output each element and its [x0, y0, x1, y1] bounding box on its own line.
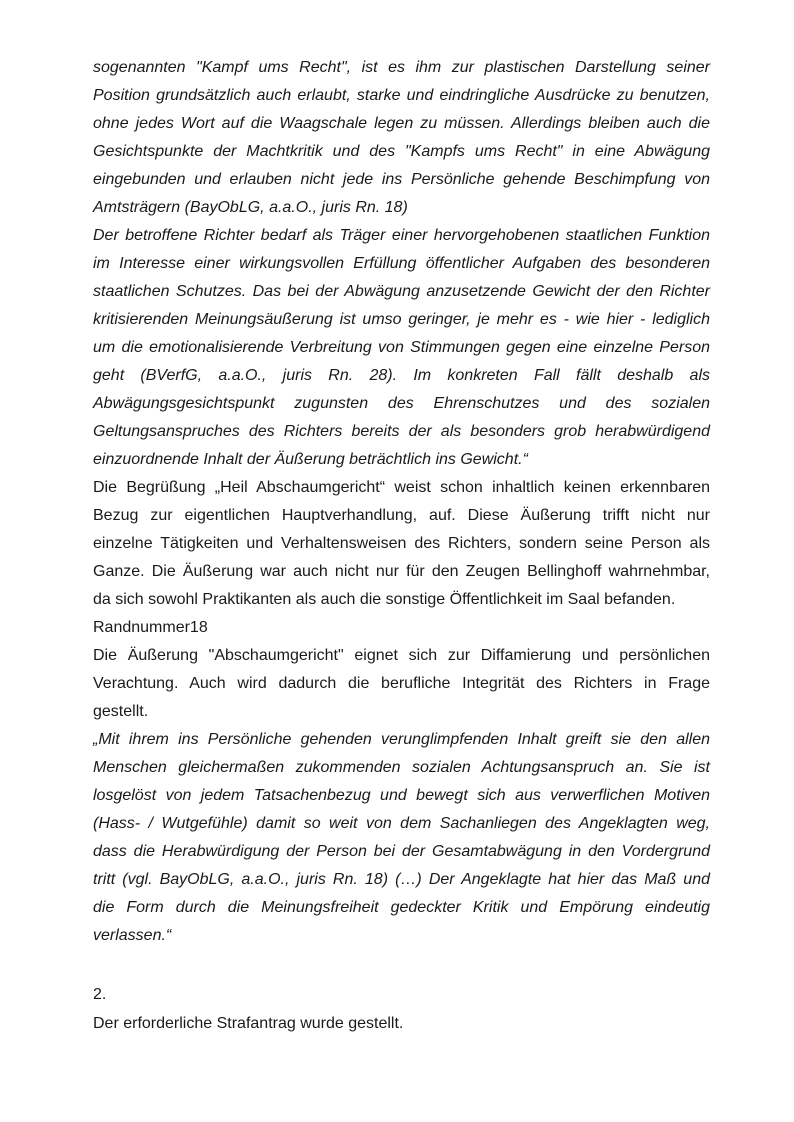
- body-text-line: geht (BVerfG, a.a.O., juris Rn. 28). Im konkreten Fall fällt deshalb als: [93, 367, 710, 384]
- body-text-line: kritisierenden Meinungsäußerung ist umso geringer, je mehr es - wie hier - lediglich: [93, 311, 710, 328]
- body-text-line: im Interesse einer wirkungsvollen Erfüllung öffentlicher Aufgaben des besonderen: [93, 255, 710, 272]
- body-text-line: Die Äußerung "Abschaumgericht" eignet sich zur Diffamierung und persönlichen: [93, 647, 710, 664]
- body-text-line: Abwägungsgesichtspunkt zugunsten des Ehrenschutzes und des sozialen: [93, 395, 710, 412]
- body-text-line: Ganze. Die Äußerung war auch nicht nur für den Zeugen Bellinghoff wahrnehmbar,: [93, 563, 710, 580]
- body-text-line: einzuordnende Inhalt der Äußerung beträchtlich ins Gewicht.“: [93, 451, 528, 468]
- body-text-line: dass die Herabwürdigung der Person bei der Gesamtabwägung in den Vordergrund: [93, 843, 710, 860]
- body-text-line: einzelne Tätigkeiten und Verhaltensweisen des Richters, sondern seine Person als: [93, 535, 710, 552]
- section-number: 2.: [93, 986, 107, 1003]
- body-text-line: Die Begrüßung „Heil Abschaumgericht“ weist schon inhaltlich keinen erkennbaren: [93, 479, 710, 496]
- body-text-line: staatlichen Schutzes. Das bei der Abwägung anzusetzende Gewicht der den Richter: [93, 283, 710, 300]
- body-text-line: Amtsträgern (BayObLG, a.a.O., juris Rn. 18): [93, 199, 408, 216]
- body-text-line: da sich sowohl Praktikanten als auch die sonstige Öffentlichkeit im Saal befanden.: [93, 591, 676, 608]
- body-text-line: eingebunden und erlauben nicht jede ins Persönliche gehende Beschimpfung von: [93, 171, 710, 188]
- body-text-line: ohne jedes Wort auf die Waagschale legen zu müssen. Allerdings bleiben auch die: [93, 115, 710, 132]
- body-text-line: Menschen gleichermaßen zukommenden sozialen Achtungsanspruch an. Sie ist: [93, 759, 710, 776]
- body-text-line: losgelöst von jedem Tatsachenbezug und bewegt sich aus verwerflichen Motiven: [93, 787, 710, 804]
- body-text-line: Position grundsätzlich auch erlaubt, starke und eindringliche Ausdrücke zu benutzen,: [93, 87, 710, 104]
- body-text-line: Verachtung. Auch wird dadurch die berufliche Integrität des Richters in Frage: [93, 675, 710, 692]
- body-text-line: Der betroffene Richter bedarf als Träger einer hervorgehobenen staatlichen Funktion: [93, 227, 710, 244]
- body-text-line: die Form durch die Meinungsfreiheit gedeckter Kritik und Empörung eindeutig: [93, 899, 710, 916]
- body-text-line: Der erforderliche Strafantrag wurde gestellt.: [93, 1015, 404, 1032]
- margin-number: Randnummer18: [93, 619, 208, 636]
- body-text-line: Bezug zur eigentlichen Hauptverhandlung, auf. Diese Äußerung trifft nicht nur: [93, 507, 710, 524]
- body-text-line: gestellt.: [93, 703, 149, 720]
- body-text-line: Geltungsanspruches des Richters bereits der als besonders grob herabwürdigend: [93, 423, 710, 440]
- body-text-line: Gesichtspunkte der Machtkritik und des "Kampfs ums Recht" in eine Abwägung: [93, 143, 710, 160]
- body-text-line: tritt (vgl. BayObLG, a.a.O., juris Rn. 18) (…) Der Angeklagte hat hier das Maß und: [93, 871, 710, 888]
- body-text-line: verlassen.“: [93, 927, 172, 944]
- body-text-line: (Hass- / Wutgefühle) damit so weit von dem Sachanliegen des Angeklagten weg,: [93, 815, 710, 832]
- body-text-line: „Mit ihrem ins Persönliche gehenden verunglimpfenden Inhalt greift sie den allen: [93, 731, 710, 748]
- body-text-line: sogenannten "Kampf ums Recht", ist es ihm zur plastischen Darstellung seiner: [93, 59, 710, 76]
- body-text-line: um die emotionalisierende Verbreitung von Stimmungen gegen eine einzelne Person: [93, 339, 710, 356]
